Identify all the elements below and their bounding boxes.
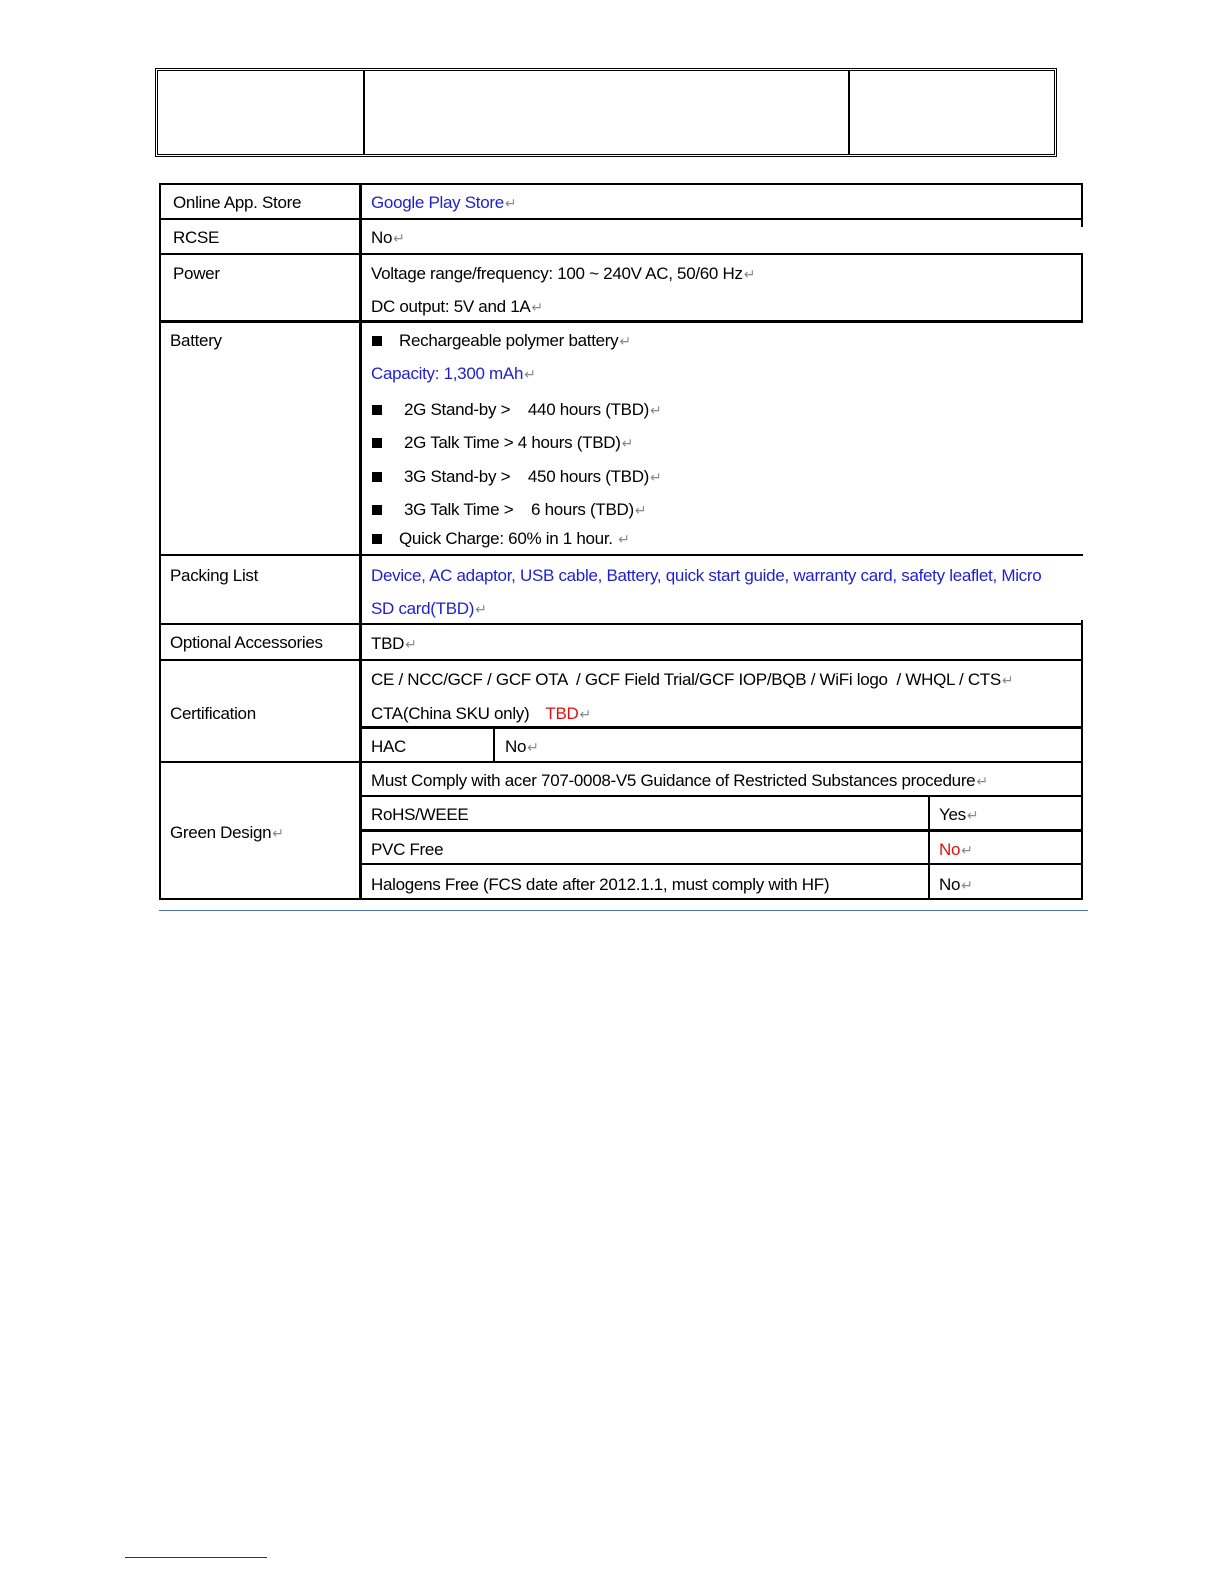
hac-label: HAC	[371, 737, 406, 756]
power-label: Power	[173, 264, 220, 283]
certification-label: Certification	[170, 704, 256, 723]
packing-list-line2: SD card(TBD)↵	[371, 599, 487, 618]
pvc-free-value: No↵	[939, 840, 973, 859]
battery-item: 3G Talk Time > 6 hours (TBD)↵	[404, 500, 647, 519]
header-divider-2	[848, 70, 850, 155]
bullet-icon	[372, 405, 382, 415]
header-box	[155, 68, 1057, 157]
battery-label: Battery	[170, 331, 222, 350]
bullet-icon	[372, 336, 382, 346]
power-voltage: Voltage range/frequency: 100 ~ 240V AC, 50/60 Hz↵	[371, 264, 756, 283]
packing-list-label: Packing List	[170, 566, 259, 585]
bullet-icon	[372, 505, 382, 515]
halogens-free-label: Halogens Free (FCS date after 2012.1.1, must comply with HF)	[371, 875, 830, 894]
rohs-value: Yes↵	[939, 805, 979, 824]
footnote-rule	[125, 1557, 267, 1558]
battery-capacity: Capacity: 1,300 mAh↵	[371, 364, 536, 383]
battery-item: Rechargeable polymer battery↵	[399, 331, 631, 350]
certification-cta: CTA(China SKU only) TBD↵	[371, 704, 591, 723]
rcse-value: No↵	[371, 228, 405, 247]
hac-value: No↵	[505, 737, 539, 756]
battery-item: Quick Charge: 60% in 1 hour. ↵	[399, 529, 630, 548]
optional-accessories-label: Optional Accessories	[170, 633, 323, 652]
bullet-icon	[372, 534, 382, 544]
green-design-header: Must Comply with acer 707-0008-V5 Guidance of Restricted Substances procedure↵	[371, 771, 988, 790]
battery-item: 2G Talk Time > 4 hours (TBD)↵	[404, 433, 634, 452]
cta-status: TBD	[545, 704, 579, 723]
bullet-icon	[372, 438, 382, 448]
header-divider-1	[363, 70, 365, 155]
online-app-store-label: Online App. Store	[173, 193, 302, 212]
battery-item: 3G Stand-by > 450 hours (TBD)↵	[404, 467, 662, 486]
bullet-icon	[372, 472, 382, 482]
battery-item: 2G Stand-by > 440 hours (TBD)↵	[404, 400, 662, 419]
green-design-label: Green Design↵	[170, 823, 284, 842]
rcse-label: RCSE	[173, 228, 220, 247]
power-dc-output: DC output: 5V and 1A↵	[371, 297, 543, 316]
rohs-label: RoHS/WEEE	[371, 805, 469, 824]
online-app-store-value: Google Play Store↵	[371, 193, 517, 212]
certification-list: CE / NCC/GCF / GCF OTA / GCF Field Trial/GCF IOP/BQB / WiFi logo / WHQL / CTS↵	[371, 670, 1014, 689]
halogens-free-value: No↵	[939, 875, 973, 894]
packing-list-line1: Device, AC adaptor, USB cable, Battery, quick start guide, warranty card, safety leaflet, Micro	[371, 566, 1042, 585]
pvc-free-label: PVC Free	[371, 840, 444, 859]
optional-accessories-value: TBD↵	[371, 634, 417, 653]
table-bottom-rule	[159, 910, 1088, 911]
